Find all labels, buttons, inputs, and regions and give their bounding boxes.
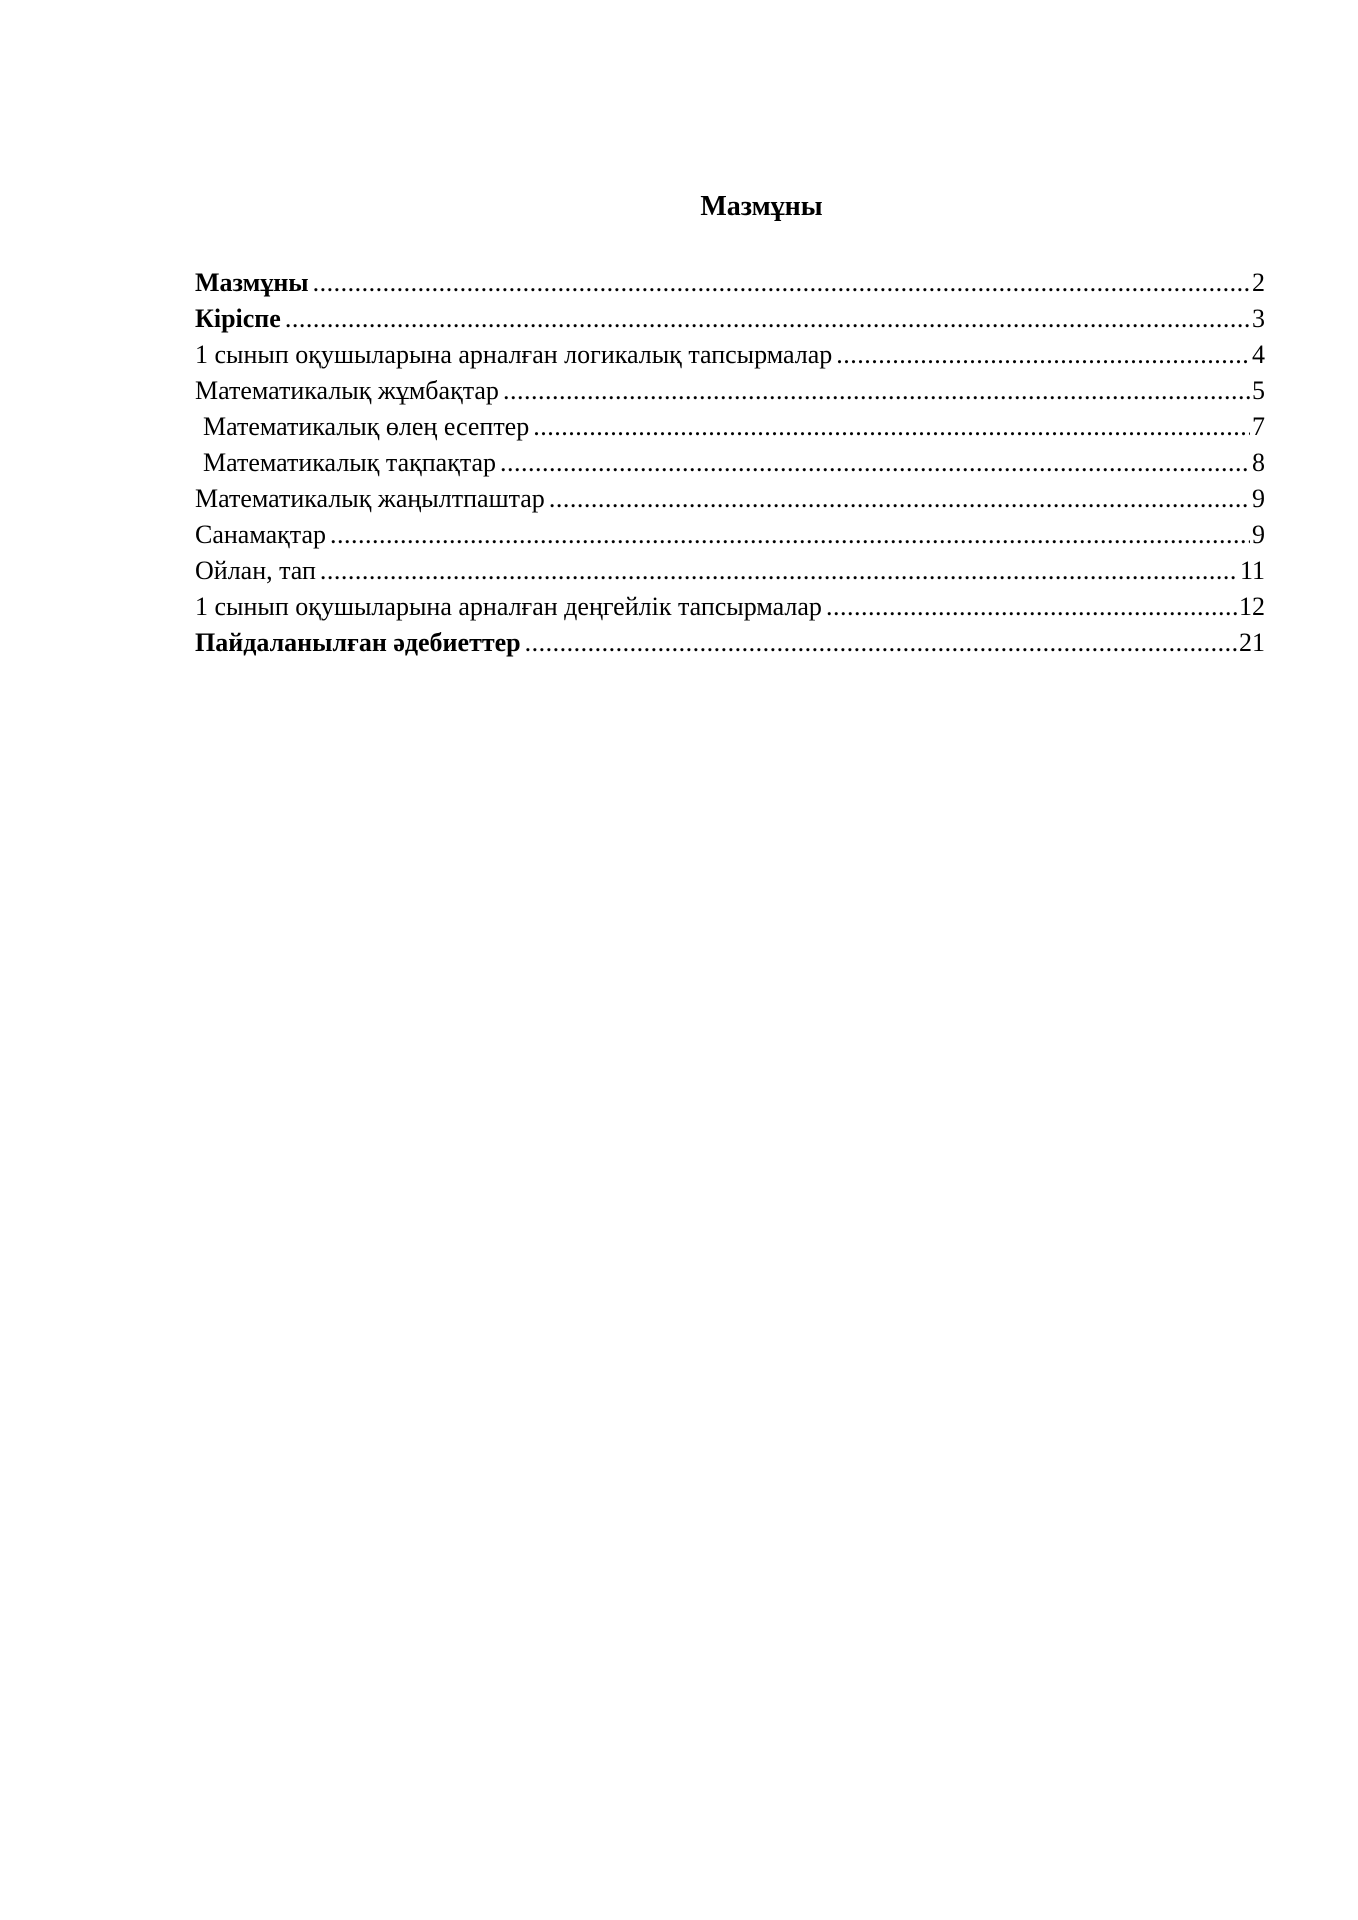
toc-entry-page: 2 xyxy=(1252,268,1265,297)
toc-entry-page: 8 xyxy=(1252,448,1265,477)
toc-leader-dots xyxy=(826,589,1237,625)
toc-entry[interactable] xyxy=(195,265,1265,301)
toc-entry-title: Мазмұны xyxy=(195,268,309,297)
toc-entry[interactable] xyxy=(195,517,1265,553)
toc-entry[interactable] xyxy=(195,589,1265,625)
toc-entry[interactable] xyxy=(195,481,1265,517)
table-of-contents xyxy=(195,265,1265,661)
toc-leader-dots xyxy=(549,481,1250,517)
toc-entry-title: Математикалық тақпақтар xyxy=(203,448,497,477)
toc-leader-dots xyxy=(313,265,1250,301)
toc-entry-page: 7 xyxy=(1252,412,1265,441)
toc-leader-dots xyxy=(330,517,1250,553)
toc-entry-page: 9 xyxy=(1252,520,1265,549)
toc-entry-title: Пайдаланылған әдебиеттер xyxy=(195,628,521,657)
toc-entry-title: Математикалық өлең есептер xyxy=(203,412,530,441)
toc-leader-dots xyxy=(533,409,1250,445)
toc-entry-title: 1 сынып оқушыларына арналған логикалық тапсырмалар xyxy=(195,340,833,369)
toc-entry-page: 11 xyxy=(1239,556,1265,585)
toc-entry-title: Кіріспе xyxy=(195,304,281,333)
toc-entry-title: Математикалық жаңылтпаштар xyxy=(195,484,545,513)
toc-entry-title: Математикалық жұмбақтар xyxy=(195,376,499,405)
toc-entry-page: 21 xyxy=(1239,628,1265,657)
toc-leader-dots xyxy=(500,445,1250,481)
toc-entry[interactable] xyxy=(195,409,1265,445)
toc-entry-page: 5 xyxy=(1252,376,1265,405)
toc-leader-dots xyxy=(503,373,1250,409)
toc-entry-title: Ойлан, тап xyxy=(195,556,316,585)
toc-entry-page: 9 xyxy=(1252,484,1265,513)
page-title: Мазмұны xyxy=(700,191,823,222)
toc-entry[interactable] xyxy=(195,337,1265,373)
toc-entry[interactable] xyxy=(195,301,1265,337)
toc-leader-dots xyxy=(525,625,1237,661)
toc-entry[interactable] xyxy=(195,445,1265,481)
toc-entry-page: 3 xyxy=(1252,304,1265,333)
toc-entry-title: 1 сынып оқушыларына арналған деңгейлік тапсырмалар xyxy=(195,592,822,621)
toc-entry-page: 4 xyxy=(1252,340,1265,369)
toc-entry[interactable] xyxy=(195,625,1265,661)
toc-leader-dots xyxy=(836,337,1250,373)
toc-entry[interactable] xyxy=(195,373,1265,409)
toc-leader-dots xyxy=(320,553,1238,589)
toc-entry[interactable] xyxy=(195,553,1265,589)
toc-leader-dots xyxy=(285,301,1250,337)
toc-entry-title: Санамақтар xyxy=(195,520,327,549)
toc-entry-page: 12 xyxy=(1239,592,1265,621)
